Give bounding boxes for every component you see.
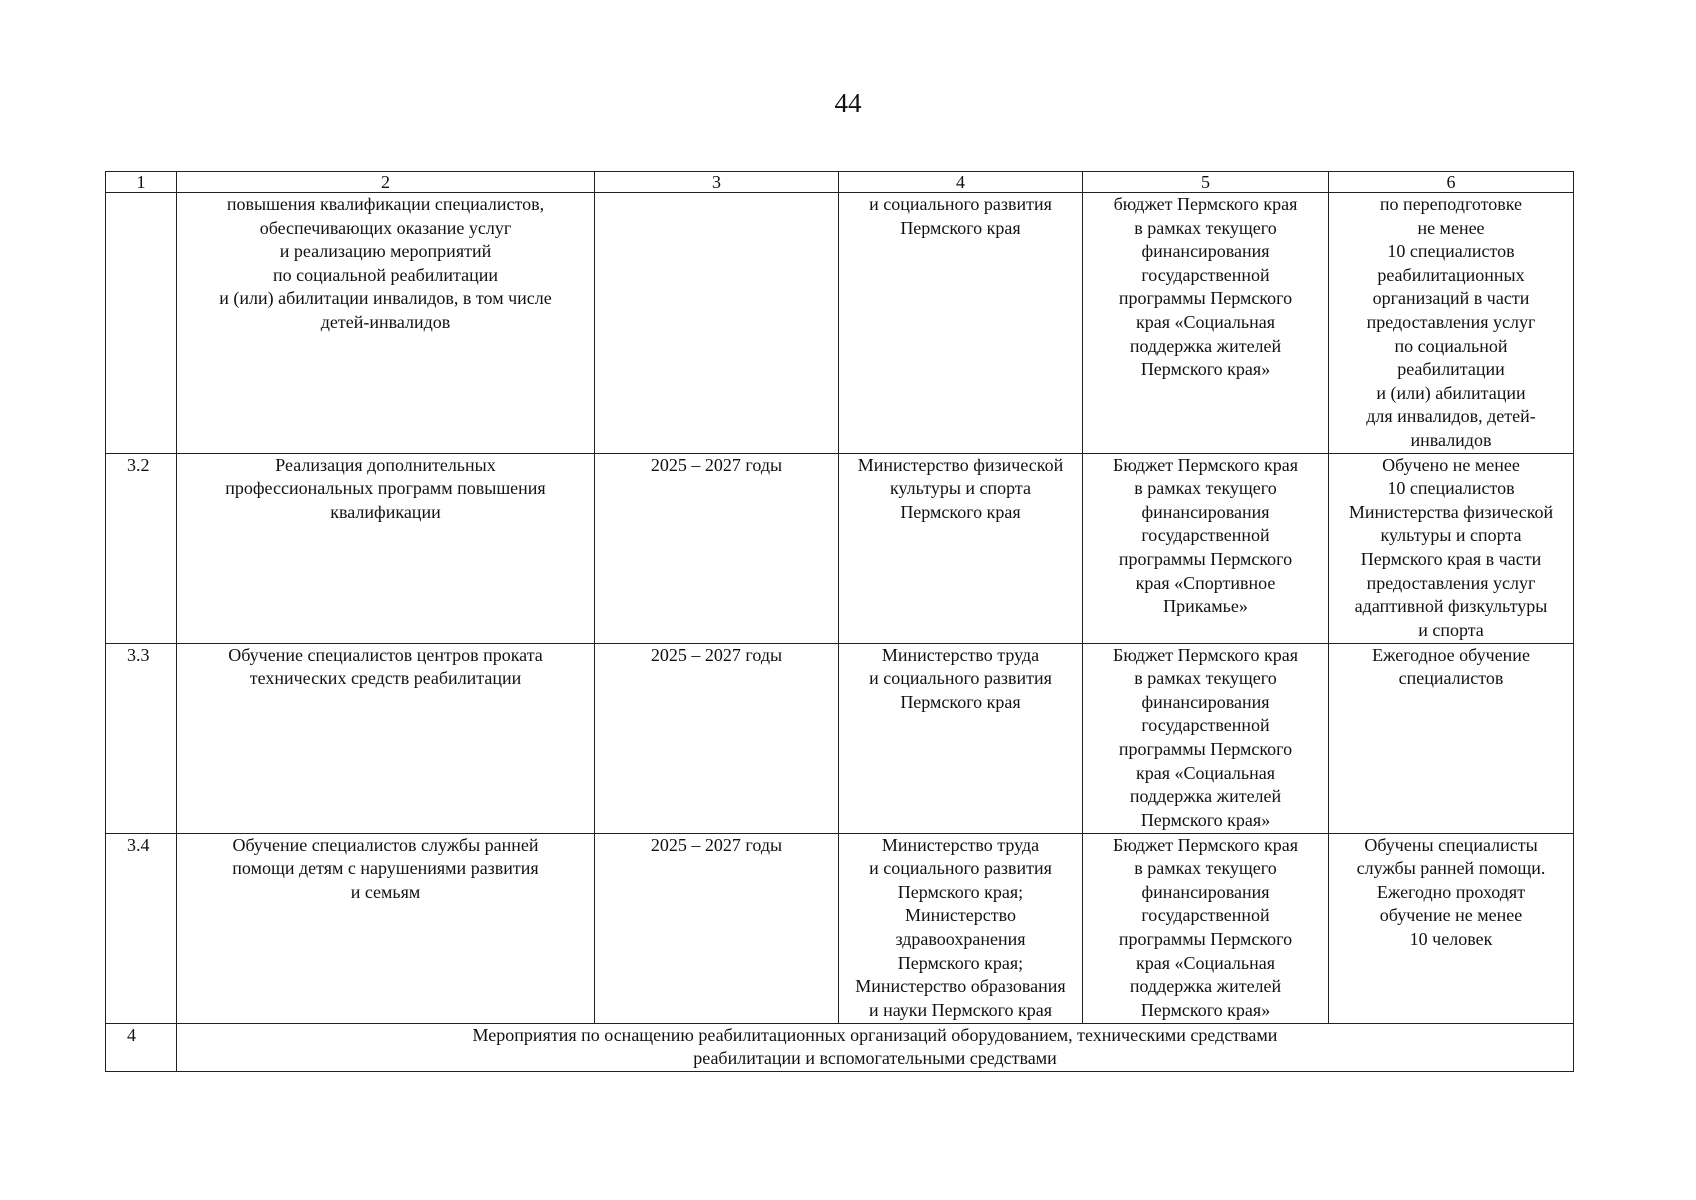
text-line: Пермского края xyxy=(900,501,1021,522)
text-line: 10 специалистов xyxy=(1387,478,1515,499)
text-line: Пермского края в части xyxy=(1360,548,1542,569)
text-line: программы Пермского xyxy=(1118,548,1293,569)
text-line: 10 человек xyxy=(1409,928,1493,949)
header-cell: 6 xyxy=(1329,172,1574,193)
text-line: предоставления услуг xyxy=(1366,572,1536,593)
text-line: финансирования xyxy=(1141,691,1270,712)
text-line: квалификации xyxy=(330,501,441,522)
text-line: края «Социальная xyxy=(1135,762,1276,783)
text-line: 2025 – 2027 годы xyxy=(650,644,783,665)
table-row xyxy=(106,453,1574,643)
text-line: помощи детям с нарушениями развития xyxy=(232,858,539,879)
text-line: поддержка жителей xyxy=(1129,786,1282,807)
text-line: и социального развития xyxy=(869,858,1052,879)
text-line: по социальной xyxy=(1394,335,1508,356)
text-line: Пермского края xyxy=(900,217,1021,238)
text-line: и науки Пермского края xyxy=(868,999,1053,1020)
text-line: Бюджет Пермского края xyxy=(1113,834,1298,855)
text-line: 2025 – 2027 годы xyxy=(650,834,783,855)
text-line: по социальной реабилитации xyxy=(272,264,499,285)
text-line: реабилитационных xyxy=(1377,264,1525,285)
text-line: и реализацию мероприятий xyxy=(279,241,492,262)
text-line: финансирования xyxy=(1141,241,1270,262)
text-line: в рамках текущего xyxy=(1134,858,1277,879)
text-line: в рамках текущего xyxy=(1134,668,1277,689)
text-line: государственной xyxy=(1141,715,1270,736)
executor-cell xyxy=(839,193,1083,454)
text-line: Пермского края» xyxy=(1140,359,1271,380)
text-line: финансирования xyxy=(1141,501,1270,522)
executor-cell xyxy=(839,643,1083,833)
text-line: поддержка жителей xyxy=(1129,335,1282,356)
result-cell xyxy=(1329,643,1574,833)
result-cell xyxy=(1329,193,1574,454)
executor-cell xyxy=(839,453,1083,643)
funding-cell xyxy=(1083,453,1329,643)
text-line: и (или) абилитации xyxy=(1376,382,1526,403)
text-line: и социального развития xyxy=(869,668,1052,689)
measure-name-cell xyxy=(177,193,595,454)
text-line: Министерство физической xyxy=(857,454,1064,475)
text-line: обеспечивающих оказание услуг xyxy=(259,217,512,238)
row-number-cell: 3.4 xyxy=(106,833,177,1023)
text-line: адаптивной физкультуры xyxy=(1354,596,1548,617)
text-line: не менее xyxy=(1417,217,1485,238)
funding-cell xyxy=(1083,643,1329,833)
header-cell: 3 xyxy=(595,172,839,193)
table-row xyxy=(106,193,1574,454)
text-line: реабилитации xyxy=(1397,359,1505,380)
text-line: Министерство труда xyxy=(881,644,1040,665)
text-line: бюджет Пермского края xyxy=(1113,194,1298,214)
text-line: края «Социальная xyxy=(1135,311,1276,332)
table-header-row xyxy=(106,172,1574,193)
header-cell: 5 xyxy=(1083,172,1329,193)
section-row xyxy=(106,1023,1574,1071)
text-line: финансирования xyxy=(1141,881,1270,902)
text-line: Пермского края xyxy=(900,691,1021,712)
measure-name-cell xyxy=(177,833,595,1023)
text-line: организаций в части xyxy=(1372,288,1530,309)
text-line: детей-инвалидов xyxy=(320,311,451,332)
text-line: края «Социальная xyxy=(1135,952,1276,973)
text-line: программы Пермского xyxy=(1118,288,1293,309)
result-cell xyxy=(1329,833,1574,1023)
text-line: края «Спортивное xyxy=(1135,572,1276,593)
measure-name-cell xyxy=(177,453,595,643)
text-line: Обучение специалистов центров проката xyxy=(228,644,543,665)
text-line: здравоохранения xyxy=(895,928,1026,949)
measure-name-cell xyxy=(177,643,595,833)
row-number-cell xyxy=(106,193,177,454)
text-line: и спорта xyxy=(1418,619,1484,640)
text-line: Министерства физической xyxy=(1348,501,1554,522)
text-line: профессиональных программ повышения xyxy=(225,478,546,499)
text-line: поддержка жителей xyxy=(1129,976,1282,997)
text-line: и социального развития xyxy=(869,194,1052,214)
text-line: Обучено не менее xyxy=(1382,454,1520,475)
text-line: Обучение специалистов службы ранней xyxy=(232,834,539,855)
text-line: Ежегодное обучение xyxy=(1372,644,1530,665)
table-row xyxy=(106,833,1574,1023)
text-line: службы ранней помощи. xyxy=(1356,858,1546,879)
row-number-cell: 3.3 xyxy=(106,643,177,833)
text-line: технических средств реабилитации xyxy=(249,668,522,689)
text-line: программы Пермского xyxy=(1118,928,1293,949)
section-title-cell xyxy=(177,1023,1574,1071)
text-line: для инвалидов, детей- xyxy=(1366,406,1536,427)
period-cell xyxy=(595,193,839,454)
text-line: государственной xyxy=(1141,264,1270,285)
executor-cell xyxy=(839,833,1083,1023)
period-cell xyxy=(595,833,839,1023)
text-line: Ежегодно проходят xyxy=(1376,881,1526,902)
text-line: в рамках текущего xyxy=(1134,478,1277,499)
text-line: реабилитации и вспомогательными средствами xyxy=(693,1048,1057,1069)
text-line: и (или) абилитации инвалидов, в том числе xyxy=(219,288,552,309)
text-line: обучение не менее xyxy=(1379,905,1523,926)
text-line: специалистов xyxy=(1398,668,1504,689)
text-line: Реализация дополнительных xyxy=(275,454,496,475)
text-line: 2025 – 2027 годы xyxy=(650,454,783,475)
text-line: Мероприятия по оснащению реабилитационных организаций оборудованием, техническими средствами xyxy=(472,1024,1278,1045)
text-line: Министерство образования xyxy=(855,976,1066,997)
header-cell: 1 xyxy=(106,172,177,193)
text-line: программы Пермского xyxy=(1118,738,1293,759)
funding-cell xyxy=(1083,833,1329,1023)
text-line: Министерство xyxy=(905,905,1016,926)
text-line: Пермского края» xyxy=(1140,809,1271,830)
measures-table xyxy=(105,171,1574,1072)
text-line: инвалидов xyxy=(1410,429,1492,450)
text-line: Пермского края; xyxy=(897,952,1024,973)
text-line: культуры и спорта xyxy=(1380,525,1522,546)
text-line: государственной xyxy=(1141,525,1270,546)
funding-cell xyxy=(1083,193,1329,454)
text-line: Бюджет Пермского края xyxy=(1113,644,1298,665)
text-line: в рамках текущего xyxy=(1134,217,1277,238)
table-row xyxy=(106,643,1574,833)
text-line: Министерство труда xyxy=(881,834,1040,855)
row-number-cell: 3.2 xyxy=(106,453,177,643)
text-line: и семьям xyxy=(350,881,421,902)
text-line: Пермского края» xyxy=(1140,999,1271,1020)
period-cell xyxy=(595,453,839,643)
text-line: Пермского края; xyxy=(897,881,1024,902)
page-number: 44 xyxy=(834,88,862,118)
text-line: по переподготовке xyxy=(1379,194,1523,214)
header-cell: 4 xyxy=(839,172,1083,193)
text-line: культуры и спорта xyxy=(889,478,1032,499)
text-line: предоставления услуг xyxy=(1366,311,1536,332)
text-line: Прикамье» xyxy=(1163,596,1248,617)
result-cell xyxy=(1329,453,1574,643)
text-line: государственной xyxy=(1141,905,1270,926)
header-cell: 2 xyxy=(177,172,595,193)
text-line: повышения квалификации специалистов, xyxy=(226,194,545,214)
text-line: Обучены специалисты xyxy=(1364,834,1538,855)
period-cell xyxy=(595,643,839,833)
text-line: Бюджет Пермского края xyxy=(1113,454,1298,475)
text-line: 10 специалистов xyxy=(1387,241,1515,262)
section-number-cell: 4 xyxy=(106,1023,177,1071)
